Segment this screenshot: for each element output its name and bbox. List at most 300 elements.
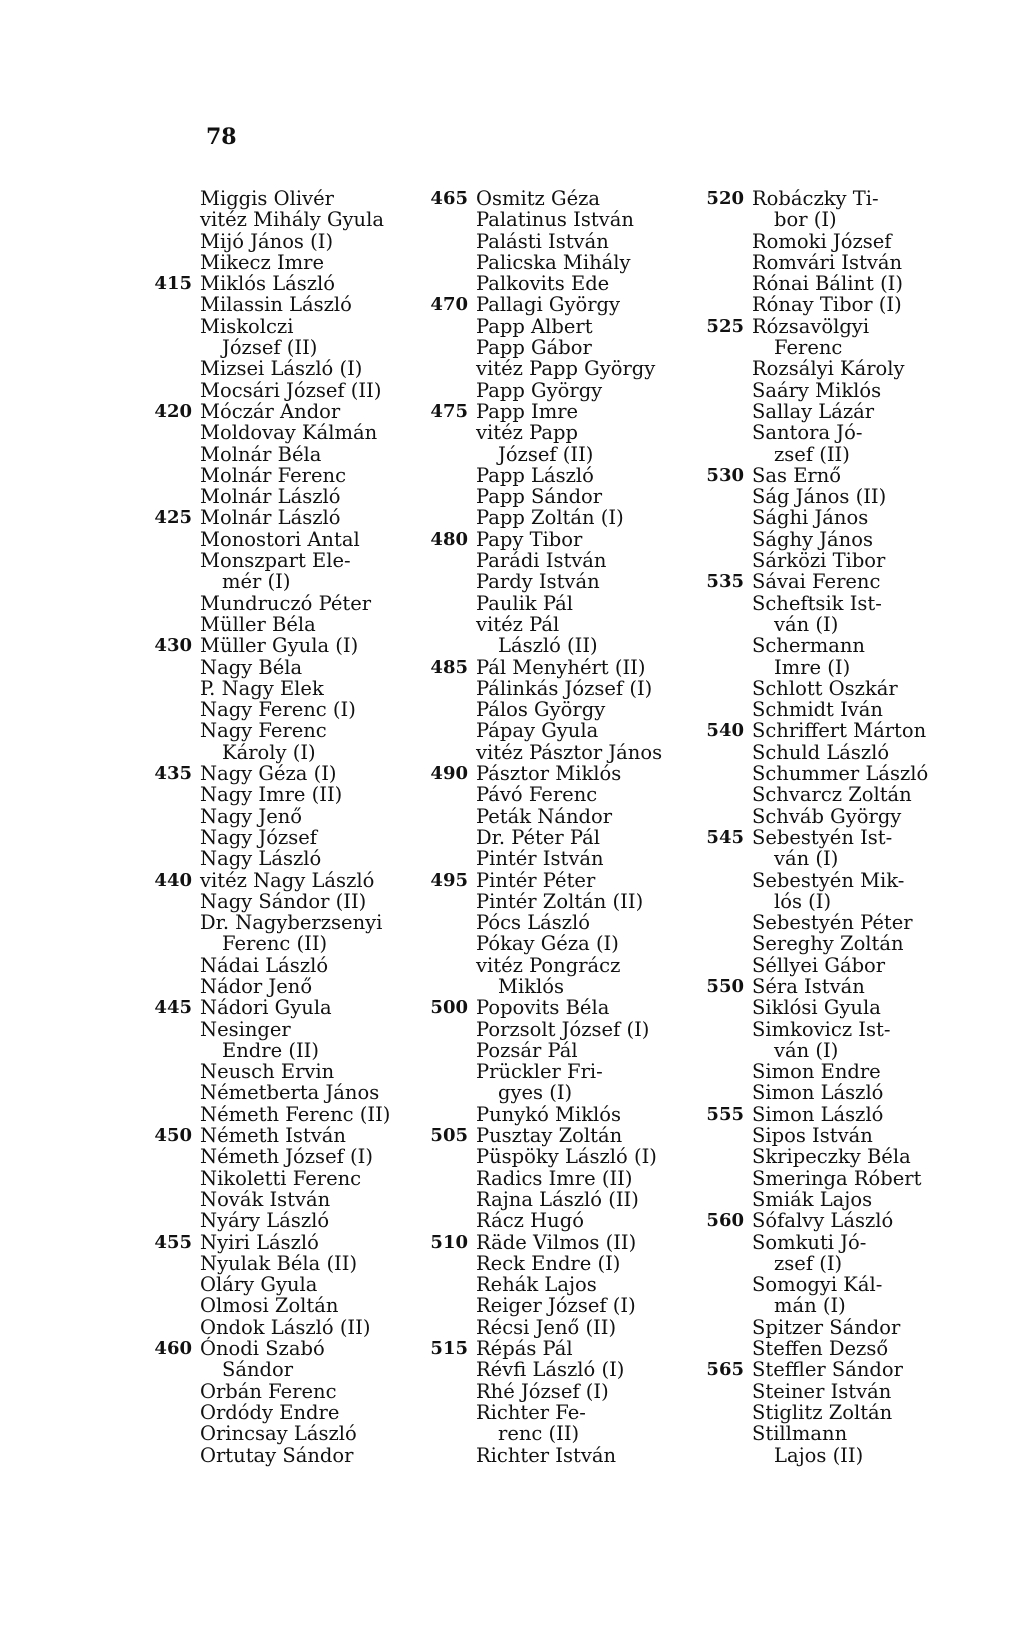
entry-name: Müller Gyula (I) (200, 634, 359, 658)
list-item (752, 1040, 928, 1061)
entry-name: Monszpart Ele- (200, 549, 351, 573)
list-item (200, 231, 390, 252)
list-item (476, 593, 662, 614)
list-item (200, 550, 390, 571)
list-item (752, 635, 928, 656)
list-item (752, 444, 928, 465)
entry-name: Móczár Andor (200, 399, 341, 423)
list-item (752, 891, 928, 912)
entry-name: Nagy József (200, 825, 317, 849)
entry-number: 540 (706, 720, 744, 742)
list-item (430, 1230, 662, 1254)
list-item (476, 571, 662, 592)
entry-name: Sebestyén Mik- (752, 868, 905, 892)
entry-name: Ordódy Endre (200, 1400, 340, 1424)
entry-number: 530 (706, 464, 744, 486)
entry-name: vitéz Pál (476, 612, 560, 636)
entry-number: 495 (430, 869, 468, 891)
entry-name: Endre (II) (222, 1038, 319, 1062)
entry-number: 425 (154, 507, 192, 529)
entry-name: Ferenc (II) (222, 932, 328, 956)
entry-number: 555 (706, 1103, 744, 1125)
entry-name: Papp László (476, 463, 594, 487)
list-item (200, 699, 390, 720)
list-item (706, 1209, 928, 1233)
entry-name: Olmosi Zoltán (200, 1294, 339, 1318)
entry-number: 460 (154, 1338, 192, 1360)
entry-number: 515 (430, 1338, 468, 1360)
list-item (476, 635, 662, 656)
entry-name: Radics Imre (II) (476, 1166, 633, 1190)
list-item (200, 1317, 390, 1338)
entry-name: Rózsavölgyi (752, 314, 870, 338)
list-item (200, 1040, 390, 1061)
list-item (476, 1210, 662, 1231)
entry-name: Rhé József (I) (476, 1379, 609, 1403)
entry-name: Révfi László (I) (476, 1358, 625, 1382)
entry-name: Parádi István (476, 549, 607, 573)
name-list-column-1 (154, 187, 391, 1467)
entry-name: vitéz Nagy László (200, 868, 375, 892)
list-item (200, 1061, 390, 1082)
entry-name: Miklós (498, 974, 565, 998)
entry-name: Miskolczi (200, 314, 294, 338)
list-item (752, 486, 928, 507)
list-item (476, 1359, 662, 1380)
entry-name: Pintér Péter (476, 868, 596, 892)
list-item (752, 678, 928, 699)
list-item (476, 1274, 662, 1295)
list-item (752, 806, 928, 827)
entry-name: Porzsolt József (I) (476, 1017, 650, 1041)
entry-name: Richter Fe- (476, 1400, 586, 1424)
list-item (476, 1061, 662, 1082)
entry-name: Sághy János (752, 527, 873, 551)
list-item (476, 912, 662, 933)
entry-name: Pápay Gyula (476, 719, 599, 743)
list-item (476, 1019, 662, 1040)
list-item (200, 1146, 390, 1167)
list-item (200, 593, 390, 614)
list-item (476, 976, 662, 997)
list-item (752, 784, 928, 805)
list-item (154, 868, 390, 892)
entry-name: lós (I) (774, 889, 832, 913)
entry-name: Pusztay Zoltán (476, 1124, 623, 1148)
entry-name: Robáczky Ti- (752, 187, 879, 210)
entry-name: Németberta János (200, 1081, 380, 1105)
entry-name: Németh István (200, 1124, 346, 1148)
list-item (752, 742, 928, 763)
list-item (200, 252, 390, 273)
entry-name: Sallay Lázár (752, 399, 875, 423)
list-item (752, 507, 928, 528)
list-item (476, 891, 662, 912)
entry-name: Schmidt Iván (752, 698, 883, 722)
entry-name: Pávó Ferenc (476, 783, 598, 807)
entry-name: Pál Menyhért (II) (476, 655, 646, 679)
entry-name: Papp György (476, 378, 603, 402)
list-item (752, 593, 928, 614)
entry-name: Sipos István (752, 1124, 873, 1148)
list-item (476, 720, 662, 741)
entry-name: Prückler Fri- (476, 1060, 603, 1084)
list-item (200, 614, 390, 635)
list-item (476, 1423, 662, 1444)
list-item (430, 187, 662, 210)
list-item (430, 399, 662, 423)
list-item (752, 1189, 928, 1210)
entry-name: Steffen Dezső (752, 1337, 889, 1361)
list-item (200, 1274, 390, 1295)
entry-name: Károly (I) (222, 740, 316, 764)
entry-name: Nyulak Béla (II) (200, 1251, 358, 1275)
entry-number: 450 (154, 1125, 192, 1147)
entry-name: Molnár Ferenc (200, 463, 346, 487)
list-item (752, 848, 928, 869)
entry-name: mér (I) (222, 570, 291, 594)
list-item (154, 1230, 390, 1254)
list-item (476, 827, 662, 848)
list-item (706, 1102, 928, 1126)
entry-name: Nagy Sándor (II) (200, 889, 367, 913)
list-item (752, 1232, 928, 1253)
entry-name: Sebestyén Ist- (752, 825, 893, 849)
entry-name: Pintér István (476, 847, 604, 871)
entry-name: Stillmann (752, 1422, 848, 1446)
list-item (476, 337, 662, 358)
entry-name: Nikoletti Ferenc (200, 1166, 362, 1190)
list-item (200, 188, 390, 209)
list-item (200, 657, 390, 678)
entry-name: Ortutay Sándor (200, 1443, 354, 1467)
list-item (200, 1168, 390, 1189)
list-item (752, 1423, 928, 1444)
list-item (200, 1359, 390, 1380)
entry-name: Ság János (II) (752, 485, 887, 509)
entry-name: Peták Nándor (476, 804, 613, 828)
entry-name: Reck Endre (I) (476, 1251, 621, 1275)
entry-name: Nagy Géza (I) (200, 762, 337, 786)
list-item (706, 974, 928, 998)
list-item (200, 529, 390, 550)
list-item (476, 784, 662, 805)
list-item (752, 997, 928, 1018)
list-item (752, 1317, 928, 1338)
entry-name: Sárközi Tibor (752, 549, 886, 573)
entry-name: Nádori Gyula (200, 996, 332, 1020)
entry-name: Sereghy Zoltán (752, 932, 904, 956)
entry-name: Molnár László (200, 485, 341, 509)
list-item (476, 486, 662, 507)
list-item (200, 444, 390, 465)
list-item (752, 1125, 928, 1146)
list-item (476, 465, 662, 486)
list-item (752, 1295, 928, 1316)
entry-name: Nyáry László (200, 1209, 330, 1233)
entry-name: Rehák Lajos (476, 1273, 597, 1297)
list-item (476, 422, 662, 443)
entry-name: Sándor (222, 1358, 294, 1382)
list-item (752, 1381, 928, 1402)
entry-name: Somkuti Jó- (752, 1230, 867, 1254)
entry-name: Sávai Ferenc (752, 570, 881, 594)
list-item (476, 1082, 662, 1103)
entry-name: Papy Tibor (476, 527, 583, 551)
list-item (476, 1381, 662, 1402)
list-item (476, 1317, 662, 1338)
list-item (430, 762, 662, 786)
list-item (200, 1381, 390, 1402)
list-item (752, 614, 928, 635)
list-item (200, 380, 390, 401)
entry-number: 525 (706, 315, 744, 337)
entry-name: Püspöky László (I) (476, 1145, 657, 1169)
list-item (200, 1295, 390, 1316)
list-item (476, 678, 662, 699)
page-number: 78 (206, 124, 237, 150)
entry-name: József (II) (498, 442, 594, 466)
list-item (752, 1168, 928, 1189)
entry-number: 560 (706, 1210, 744, 1232)
entry-number: 490 (430, 763, 468, 785)
list-item (200, 571, 390, 592)
list-item (200, 678, 390, 699)
entry-name: Ondok László (II) (200, 1315, 371, 1339)
entry-name: Schummer László (752, 762, 929, 786)
entry-name: Pálinkás József (I) (476, 676, 653, 700)
entry-name: Papp Albert (476, 314, 593, 338)
entry-name: Sághi János (752, 506, 869, 530)
list-item (200, 337, 390, 358)
entry-name: Németh József (I) (200, 1145, 373, 1169)
list-item (706, 314, 928, 338)
entry-name: ván (I) (774, 847, 839, 871)
entry-name: Ónodi Szabó (200, 1337, 325, 1361)
list-item (752, 1338, 928, 1359)
list-item (476, 358, 662, 379)
entry-number: 455 (154, 1231, 192, 1253)
entry-name: Nádor Jenő (200, 974, 313, 998)
entry-name: Schváb György (752, 804, 902, 828)
entry-name: P. Nagy Elek (200, 676, 324, 700)
entry-name: Nyiri László (200, 1230, 319, 1254)
entry-name: Mocsári József (II) (200, 378, 382, 402)
list-item (154, 1337, 390, 1361)
list-item (476, 848, 662, 869)
entry-name: Dr. Péter Pál (476, 825, 600, 849)
list-item (476, 933, 662, 954)
list-item (154, 762, 390, 786)
list-item (200, 933, 390, 954)
entry-name: Lajos (II) (774, 1443, 864, 1467)
entry-name: Rajna László (II) (476, 1187, 639, 1211)
list-item (752, 1082, 928, 1103)
list-item (154, 996, 390, 1020)
list-item (154, 272, 390, 296)
entry-name: Pintér Zoltán (II) (476, 889, 644, 913)
entry-name: Sebestyén Péter (752, 911, 913, 935)
list-item (200, 1104, 390, 1125)
entry-name: Rozsályi Károly (752, 357, 905, 381)
entry-name: Spitzer Sándor (752, 1315, 901, 1339)
entry-name: Mikecz Imre (200, 250, 325, 274)
list-item (154, 399, 390, 423)
entry-name: vitéz Pongrácz (476, 953, 621, 977)
list-item (476, 1146, 662, 1167)
entry-number: 485 (430, 656, 468, 678)
list-item (476, 1295, 662, 1316)
list-item (752, 1253, 928, 1274)
entry-name: Nagy Imre (II) (200, 783, 343, 807)
list-item (752, 231, 928, 252)
entry-name: Schuld László (752, 740, 890, 764)
entry-number: 545 (706, 826, 744, 848)
list-item (752, 1146, 928, 1167)
entry-name: zsef (II) (774, 442, 850, 466)
entry-number: 470 (430, 294, 468, 316)
entry-name: Papp Zoltán (I) (476, 506, 624, 530)
list-item (430, 1124, 662, 1148)
list-item (752, 657, 928, 678)
list-item (476, 1445, 662, 1466)
list-item (200, 486, 390, 507)
list-item (200, 1210, 390, 1231)
entry-name: Rónai Bálint (I) (752, 272, 903, 296)
entry-name: Répás Pál (476, 1337, 573, 1361)
list-item (706, 825, 928, 849)
list-item (752, 763, 928, 784)
entry-name: Sófalvy László (752, 1209, 894, 1233)
list-item (476, 231, 662, 252)
entry-name: Sas Ernő (752, 463, 842, 487)
list-item (752, 1274, 928, 1295)
entry-name: Palicska Mihály (476, 250, 631, 274)
entry-name: Romvári István (752, 250, 903, 274)
entry-name: Räde Vilmos (II) (476, 1230, 637, 1254)
entry-name: Nagy Béla (200, 655, 303, 679)
entry-name: Milassin László (200, 293, 352, 317)
entry-name: Simon Endre (752, 1060, 881, 1084)
list-item (200, 912, 390, 933)
entry-name: Smeringa Róbert (752, 1166, 922, 1190)
entry-number: 565 (706, 1359, 744, 1381)
entry-number: 505 (430, 1125, 468, 1147)
entry-number: 430 (154, 635, 192, 657)
list-item (476, 444, 662, 465)
entry-name: Palatinus István (476, 208, 634, 232)
list-item (430, 996, 662, 1020)
entry-name: Nagy Ferenc (I) (200, 698, 356, 722)
list-item (752, 337, 928, 358)
entry-name: ván (I) (774, 612, 839, 636)
list-item (706, 187, 928, 210)
list-item (752, 209, 928, 230)
list-item (154, 634, 390, 658)
list-item (752, 699, 928, 720)
entry-name: vitéz Papp György (476, 357, 656, 381)
entry-name: vitéz Mihály Gyula (200, 208, 384, 232)
entry-name: Novák István (200, 1187, 331, 1211)
list-item (752, 252, 928, 273)
list-item (200, 955, 390, 976)
list-item (430, 1337, 662, 1361)
list-item (752, 529, 928, 550)
list-item (200, 720, 390, 741)
entry-name: vitéz Papp (476, 421, 578, 445)
entry-name: Steiner István (752, 1379, 892, 1403)
entry-number: 510 (430, 1231, 468, 1253)
entry-name: Mizsei László (I) (200, 357, 363, 381)
list-item (706, 570, 928, 594)
entry-name: renc (II) (498, 1422, 580, 1446)
entry-name: bor (I) (774, 208, 837, 232)
entry-name: Papp Imre (476, 399, 579, 423)
entry-name: Mundruczó Péter (200, 591, 372, 615)
entry-name: Osmitz Géza (476, 187, 601, 210)
list-item (476, 1040, 662, 1061)
entry-name: vitéz Pásztor János (476, 740, 663, 764)
entry-name: Miggis Olivér (200, 187, 334, 210)
list-item (476, 1253, 662, 1274)
entry-name: Simkovicz Ist- (752, 1017, 891, 1041)
list-item (200, 848, 390, 869)
list-item (752, 1445, 928, 1466)
list-item (200, 1253, 390, 1274)
entry-name: Paulik Pál (476, 591, 574, 615)
entry-name: Schriffert Márton (752, 719, 927, 743)
entry-name: Papp Gábor (476, 336, 592, 360)
list-item (154, 506, 390, 530)
entry-name: Scheftsik Ist- (752, 591, 882, 615)
entry-name: Nesinger (200, 1017, 291, 1041)
entry-number: 440 (154, 869, 192, 891)
list-item (430, 868, 662, 892)
list-item (476, 955, 662, 976)
entry-number: 480 (430, 528, 468, 550)
list-item (200, 1019, 390, 1040)
list-item (200, 742, 390, 763)
entry-name: Dr. Nagyberzsenyi (200, 911, 383, 935)
list-item (430, 293, 662, 317)
list-item (752, 401, 928, 422)
list-item (752, 912, 928, 933)
entry-name: Popovits Béla (476, 996, 610, 1020)
entry-name: Reiger József (I) (476, 1294, 636, 1318)
entry-name: Schermann (752, 634, 865, 658)
entry-name: Nagy László (200, 847, 322, 871)
list-item (476, 806, 662, 827)
list-item (476, 273, 662, 294)
list-item (752, 358, 928, 379)
entry-name: Schvarcz Zoltán (752, 783, 912, 807)
list-item (476, 380, 662, 401)
list-item (706, 719, 928, 743)
list-item (476, 1104, 662, 1125)
entry-name: Nagy Jenő (200, 804, 303, 828)
list-item (476, 1168, 662, 1189)
entry-name: Simon László (752, 1102, 884, 1126)
entry-name: Neusch Ervin (200, 1060, 335, 1084)
entry-name: Palkovits Ede (476, 272, 610, 296)
list-item (200, 827, 390, 848)
list-item (200, 976, 390, 997)
entry-number: 415 (154, 273, 192, 295)
entry-name: Simon László (752, 1081, 884, 1105)
list-item (752, 955, 928, 976)
entry-name: Nagy Ferenc (200, 719, 327, 743)
entry-name: Pócs László (476, 911, 591, 935)
